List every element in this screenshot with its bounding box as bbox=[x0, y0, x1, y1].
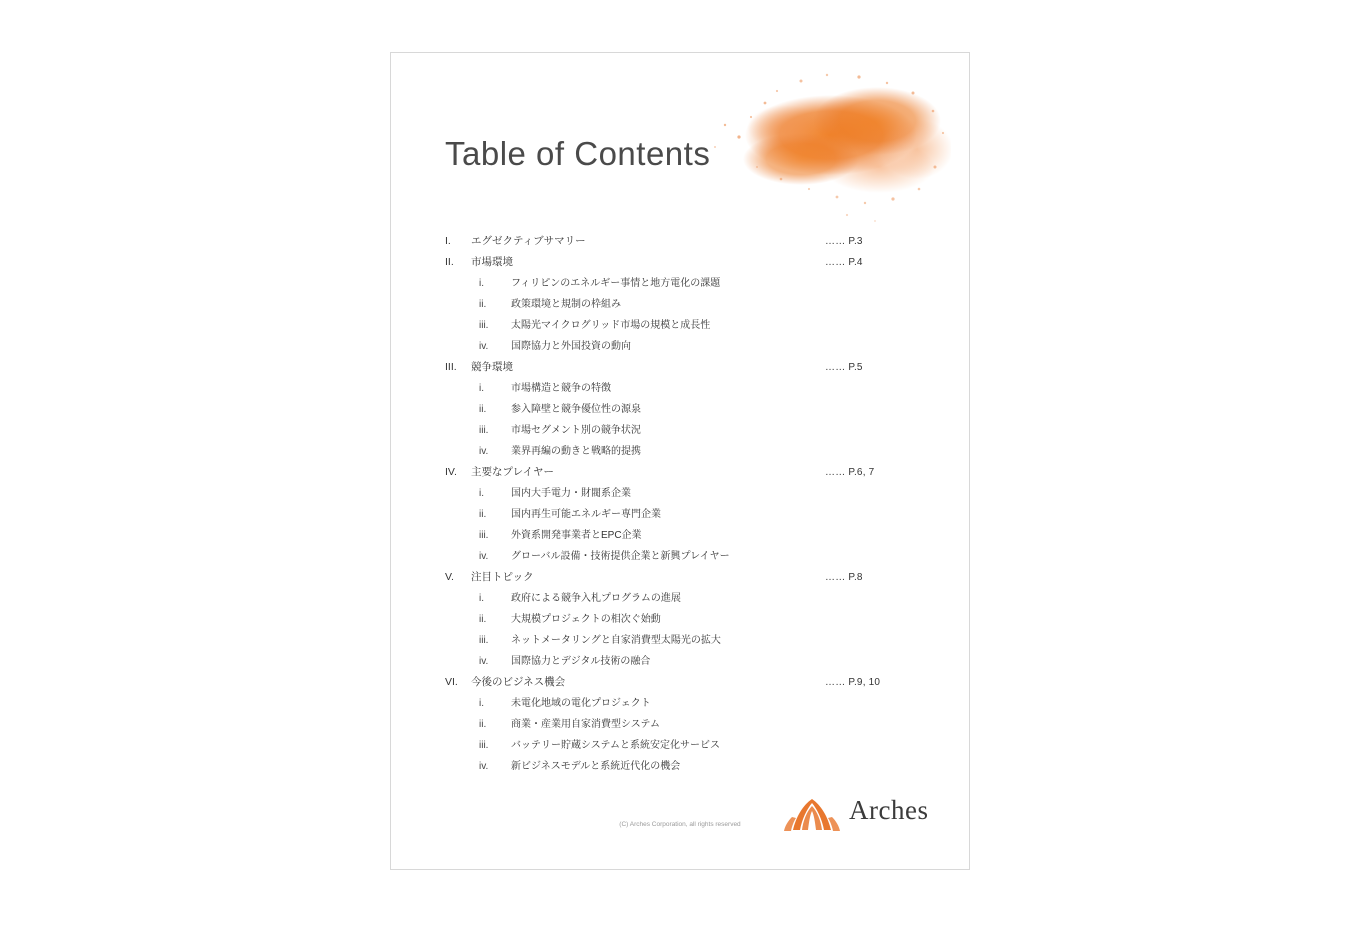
arches-logo-mark-icon bbox=[783, 797, 841, 835]
toc-item-label: 注目トピック bbox=[471, 571, 534, 583]
toc-item-label: 未電化地域の電化プロジェクト bbox=[511, 698, 651, 709]
toc-subitem[interactable] bbox=[445, 525, 925, 546]
toc-item-number: ii. bbox=[479, 509, 487, 520]
toc-item-label: ネットメータリングと自家消費型太陽光の拡大 bbox=[511, 635, 721, 646]
toc-item[interactable] bbox=[445, 672, 925, 693]
toc-subitem[interactable] bbox=[445, 420, 925, 441]
toc-item-label: 国内再生可能エネルギー専門企業 bbox=[511, 509, 661, 520]
toc-item-number: VI. bbox=[445, 676, 458, 688]
toc-subitem[interactable] bbox=[445, 693, 925, 714]
orange-splash-decoration bbox=[681, 63, 951, 243]
toc-item-label: 市場セグメント別の競争状況 bbox=[511, 425, 641, 436]
toc-item-number: iv. bbox=[479, 761, 489, 772]
toc-item-label: エグゼクティブサマリー bbox=[471, 235, 586, 247]
toc-item-label: 参入障壁と競争優位性の源泉 bbox=[511, 404, 641, 415]
toc-subitem[interactable] bbox=[445, 588, 925, 609]
toc-item-label: 市場構造と競争の特徴 bbox=[511, 383, 611, 394]
toc-item-number: V. bbox=[445, 571, 454, 583]
toc-item-number: iv. bbox=[479, 446, 489, 457]
slide-canvas bbox=[390, 52, 970, 870]
toc-item-label: 主要なプレイヤー bbox=[471, 466, 555, 478]
toc-item-label: 今後のビジネス機会 bbox=[471, 676, 566, 688]
toc-item-label: 商業・産業用自家消費型システム bbox=[511, 719, 660, 730]
toc-item-number: II. bbox=[445, 256, 454, 268]
toc-item-label: グローバル設備・技術提供企業と新興プレイヤー bbox=[511, 551, 730, 562]
toc-item[interactable] bbox=[445, 462, 925, 483]
toc-item-page: …… P.3 bbox=[825, 236, 863, 247]
toc-item-number: iii. bbox=[479, 740, 489, 751]
toc-item-page: …… P.9, 10 bbox=[825, 677, 881, 688]
toc-item-number: III. bbox=[445, 361, 457, 373]
toc-subitem[interactable] bbox=[445, 714, 925, 735]
toc-subitem[interactable] bbox=[445, 315, 925, 336]
toc-item-label: 国際協力と外国投資の動向 bbox=[511, 341, 631, 352]
toc-subitem[interactable] bbox=[445, 735, 925, 756]
toc-item-number: i. bbox=[479, 488, 484, 499]
toc-item-label: 太陽光マイクログリッド市場の規模と成長性 bbox=[511, 320, 711, 331]
toc-item-label: 政府による競争入札プログラムの進展 bbox=[511, 593, 681, 604]
page-title: Table of Contents bbox=[445, 135, 711, 172]
toc-item-number: iv. bbox=[479, 551, 489, 562]
toc-item[interactable] bbox=[445, 231, 925, 252]
copyright-note: (C) Arches Corporation, all rights reserved bbox=[619, 821, 741, 828]
toc-subitem[interactable] bbox=[445, 546, 925, 567]
toc-item-number: iii. bbox=[479, 425, 489, 436]
table-of-contents bbox=[445, 231, 925, 777]
toc-item-number: I. bbox=[445, 235, 451, 247]
toc-item-page: …… P.5 bbox=[825, 362, 863, 373]
toc-item-number: IV. bbox=[445, 466, 457, 478]
toc-subitem[interactable] bbox=[445, 483, 925, 504]
toc-item-number: iv. bbox=[479, 341, 489, 352]
toc-item-number: iii. bbox=[479, 635, 489, 646]
toc-item-label: 政策環境と規制の枠組み bbox=[511, 299, 621, 310]
toc-subitem[interactable] bbox=[445, 756, 925, 777]
toc-item-number: i. bbox=[479, 383, 484, 394]
toc-item-label: 国際協力とデジタル技術の融合 bbox=[511, 656, 651, 667]
toc-item-number: i. bbox=[479, 278, 484, 289]
toc-item-page: …… P.4 bbox=[825, 257, 863, 268]
toc-item-label: フィリピンのエネルギー事情と地方電化の課題 bbox=[511, 278, 721, 289]
toc-item[interactable] bbox=[445, 357, 925, 378]
toc-subitem[interactable] bbox=[445, 441, 925, 462]
toc-item-label: バッテリー貯蔵システムと系統安定化サービス bbox=[511, 740, 720, 751]
toc-item-number: ii. bbox=[479, 299, 487, 310]
toc-item-number: ii. bbox=[479, 719, 487, 730]
toc-item-number: iii. bbox=[479, 530, 489, 541]
toc-subitem[interactable] bbox=[445, 630, 925, 651]
toc-subitem[interactable] bbox=[445, 294, 925, 315]
toc-item-label: 競争環境 bbox=[471, 361, 513, 373]
toc-item-page: …… P.8 bbox=[825, 572, 863, 583]
toc-item-label: 国内大手電力・財閥系企業 bbox=[511, 488, 631, 499]
toc-item-label: 外資系開発事業者とEPC企業 bbox=[511, 530, 642, 541]
toc-item-page: …… P.6, 7 bbox=[825, 467, 875, 478]
toc-subitem[interactable] bbox=[445, 378, 925, 399]
toc-item-number: ii. bbox=[479, 404, 487, 415]
arches-logo bbox=[783, 793, 953, 839]
toc-subitem[interactable] bbox=[445, 504, 925, 525]
toc-item-number: i. bbox=[479, 593, 484, 604]
arches-logo-text: Arches bbox=[849, 795, 929, 825]
toc-subitem[interactable] bbox=[445, 399, 925, 420]
toc-item-number: iv. bbox=[479, 656, 489, 667]
toc-item-number: ii. bbox=[479, 614, 487, 625]
toc-subitem[interactable] bbox=[445, 273, 925, 294]
toc-item-label: 業界再編の動きと戦略的提携 bbox=[511, 446, 641, 457]
toc-item-number: iii. bbox=[479, 320, 489, 331]
toc-item-label: 大規模プロジェクトの相次ぐ始動 bbox=[511, 614, 661, 625]
toc-item[interactable] bbox=[445, 252, 925, 273]
toc-subitem[interactable] bbox=[445, 336, 925, 357]
toc-item[interactable] bbox=[445, 567, 925, 588]
toc-item-label: 市場環境 bbox=[471, 256, 513, 268]
toc-subitem[interactable] bbox=[445, 609, 925, 630]
toc-item-number: i. bbox=[479, 698, 484, 709]
toc-item-label: 新ビジネスモデルと系統近代化の機会 bbox=[511, 761, 681, 772]
toc-subitem[interactable] bbox=[445, 651, 925, 672]
